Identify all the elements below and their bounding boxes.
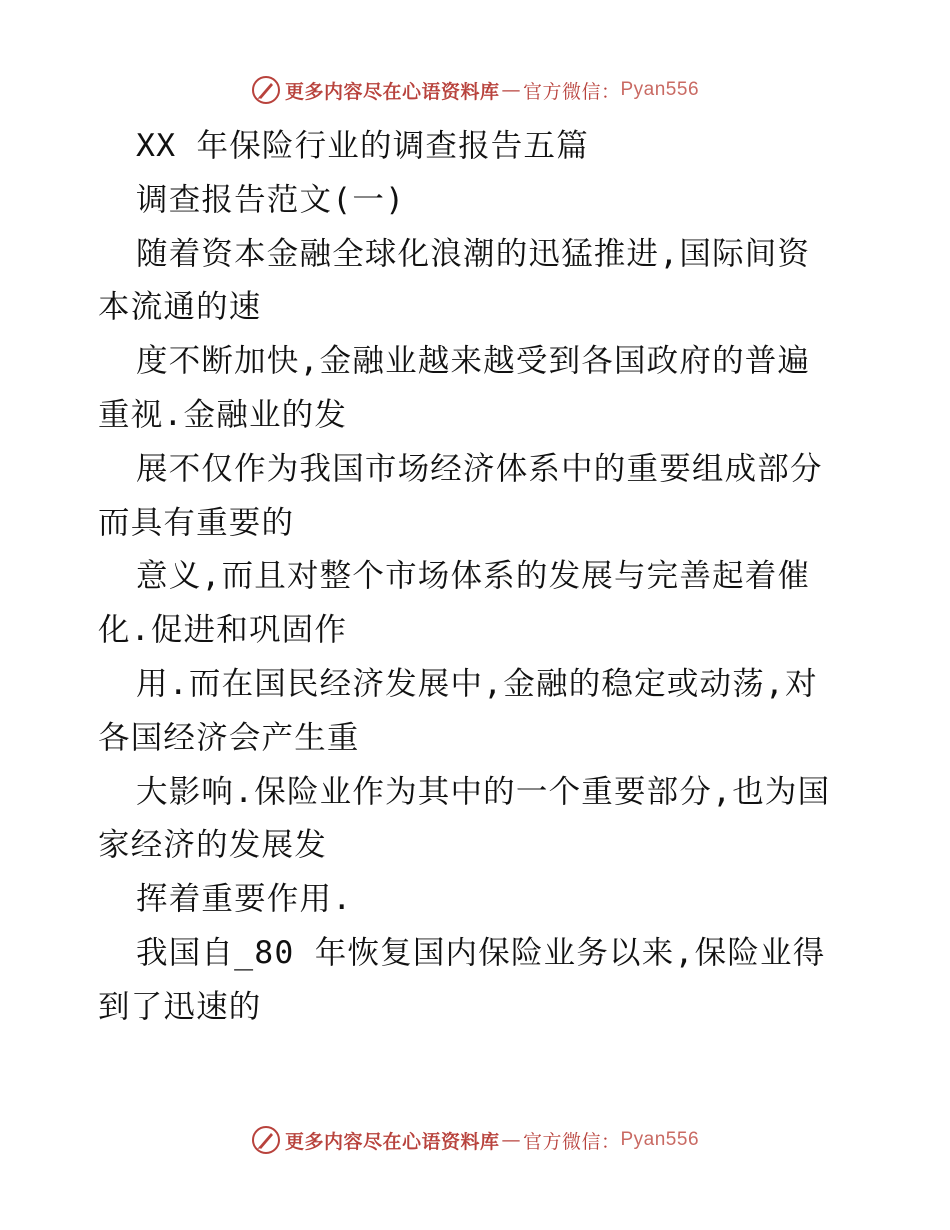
section-heading: 调查报告范文(一) bbox=[136, 181, 406, 218]
watermark-prefix: 更多内容尽在心语资料库 bbox=[284, 80, 500, 103]
text-line: 度不断加快,金融业越来越受到各国政府的普遍 bbox=[136, 343, 811, 380]
text-line: 用.而在国民经济发展中,金融的稳定或动荡,对 bbox=[136, 665, 818, 702]
document-title: XX 年保险行业的调查报告五篇 bbox=[136, 128, 589, 164]
watermark-dash: — bbox=[501, 79, 521, 101]
text-line: 展不仅作为我国市场经济体系中的重要组成部分 bbox=[136, 450, 823, 487]
text-line: 到了迅速的 bbox=[98, 988, 262, 1025]
quill-logo-icon bbox=[251, 75, 281, 105]
text-line: 家经济的发展发 bbox=[98, 827, 327, 864]
text-line: 挥着重要作用. bbox=[136, 881, 353, 918]
quill-logo-icon bbox=[251, 1125, 281, 1155]
watermark-prefix: 更多内容尽在心语资料库 bbox=[284, 1130, 500, 1153]
text-line: 而具有重要的 bbox=[98, 504, 295, 541]
text-line: 大影响.保险业作为其中的一个重要部分,也为国 bbox=[136, 773, 831, 810]
text-line: 随着资本金融全球化浪潮的迅猛推进,国际间资 bbox=[136, 235, 811, 272]
header-watermark bbox=[0, 72, 950, 108]
text-line: 各国经济会产生重 bbox=[98, 719, 360, 756]
watermark-dash: — bbox=[501, 1129, 521, 1151]
text-line: 本流通的速 bbox=[98, 289, 262, 326]
watermark-label: 官方微信： bbox=[522, 1130, 621, 1153]
text-line: 化.促进和巩固作 bbox=[98, 612, 348, 649]
footer-watermark bbox=[0, 1122, 950, 1158]
watermark-id: Pyan556 bbox=[620, 1129, 700, 1150]
document-body bbox=[98, 120, 888, 1035]
text-line: 我国自_80 年恢复国内保险业务以来,保险业得 bbox=[136, 934, 826, 971]
watermark-id: Pyan556 bbox=[620, 79, 700, 100]
text-line: 意义,而且对整个市场体系的发展与完善起着催 bbox=[136, 558, 811, 595]
watermark-label: 官方微信： bbox=[522, 80, 621, 103]
text-line: 重视.金融业的发 bbox=[98, 396, 348, 433]
